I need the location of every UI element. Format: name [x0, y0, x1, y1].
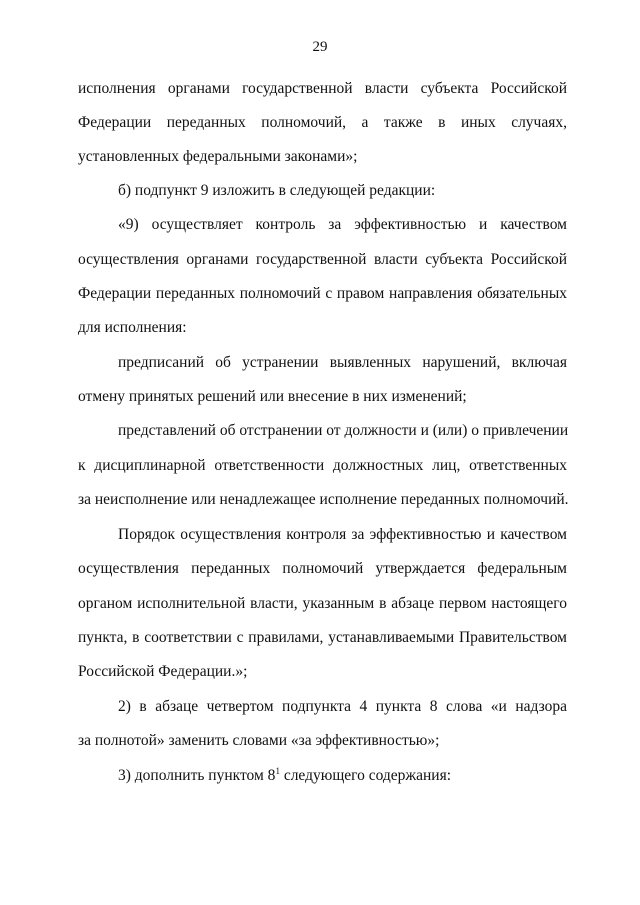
- text-line: установленных федеральными законами»;: [78, 148, 358, 165]
- text-line: [118, 766, 567, 786]
- text-line: предписаний об устранении выявленных нарушений, включая: [118, 354, 567, 371]
- text-line: для исполнения:: [78, 319, 187, 336]
- text-line: Российской Федерации.»;: [78, 663, 248, 680]
- text-line: пункта, в соответствии с правилами, устанавливаемыми Правительством: [78, 629, 567, 646]
- text-segment: 3) дополнить пунктом 8: [118, 767, 276, 784]
- text-line: к дисциплинарной ответственности должностных лиц, ответственных: [78, 457, 567, 474]
- text-line: осуществления переданных полномочий утверждается федеральным: [78, 560, 567, 577]
- text-line: Федерации переданных полномочий, а также в иных случаях,: [78, 114, 567, 131]
- text-line: Порядок осуществления контроля за эффективностью и качеством: [118, 526, 567, 543]
- page-number: 29: [312, 39, 328, 55]
- text-segment: следующего содержания:: [279, 767, 452, 784]
- text-line: б) подпункт 9 изложить в следующей редакции:: [118, 182, 436, 199]
- text-line: 2) в абзаце четвертом подпункта 4 пункта 8 слова «и надзора: [118, 698, 567, 715]
- superscript: 1: [275, 766, 280, 776]
- text-line: осуществления органами государственной власти субъекта Российской: [78, 251, 567, 268]
- text-line: исполнения органами государственной власти субъекта Российской: [78, 80, 567, 97]
- text-line: Федерации переданных полномочий с правом направления обязательных: [78, 285, 567, 302]
- text-line: за неисполнение или ненадлежащее исполнение переданных полномочий.: [78, 491, 569, 508]
- text-line: отмену принятых решений или внесение в них изменений;: [78, 388, 467, 405]
- text-line: за полнотой» заменить словами «за эффективностью»;: [78, 732, 440, 749]
- text-line: представлений об отстранении от должности и (или) о привлечении: [118, 422, 569, 439]
- text-line: органом исполнительной власти, указанным в абзаце первом настоящего: [78, 595, 567, 612]
- text-line: «9) осуществляет контроль за эффективностью и качеством: [118, 216, 567, 233]
